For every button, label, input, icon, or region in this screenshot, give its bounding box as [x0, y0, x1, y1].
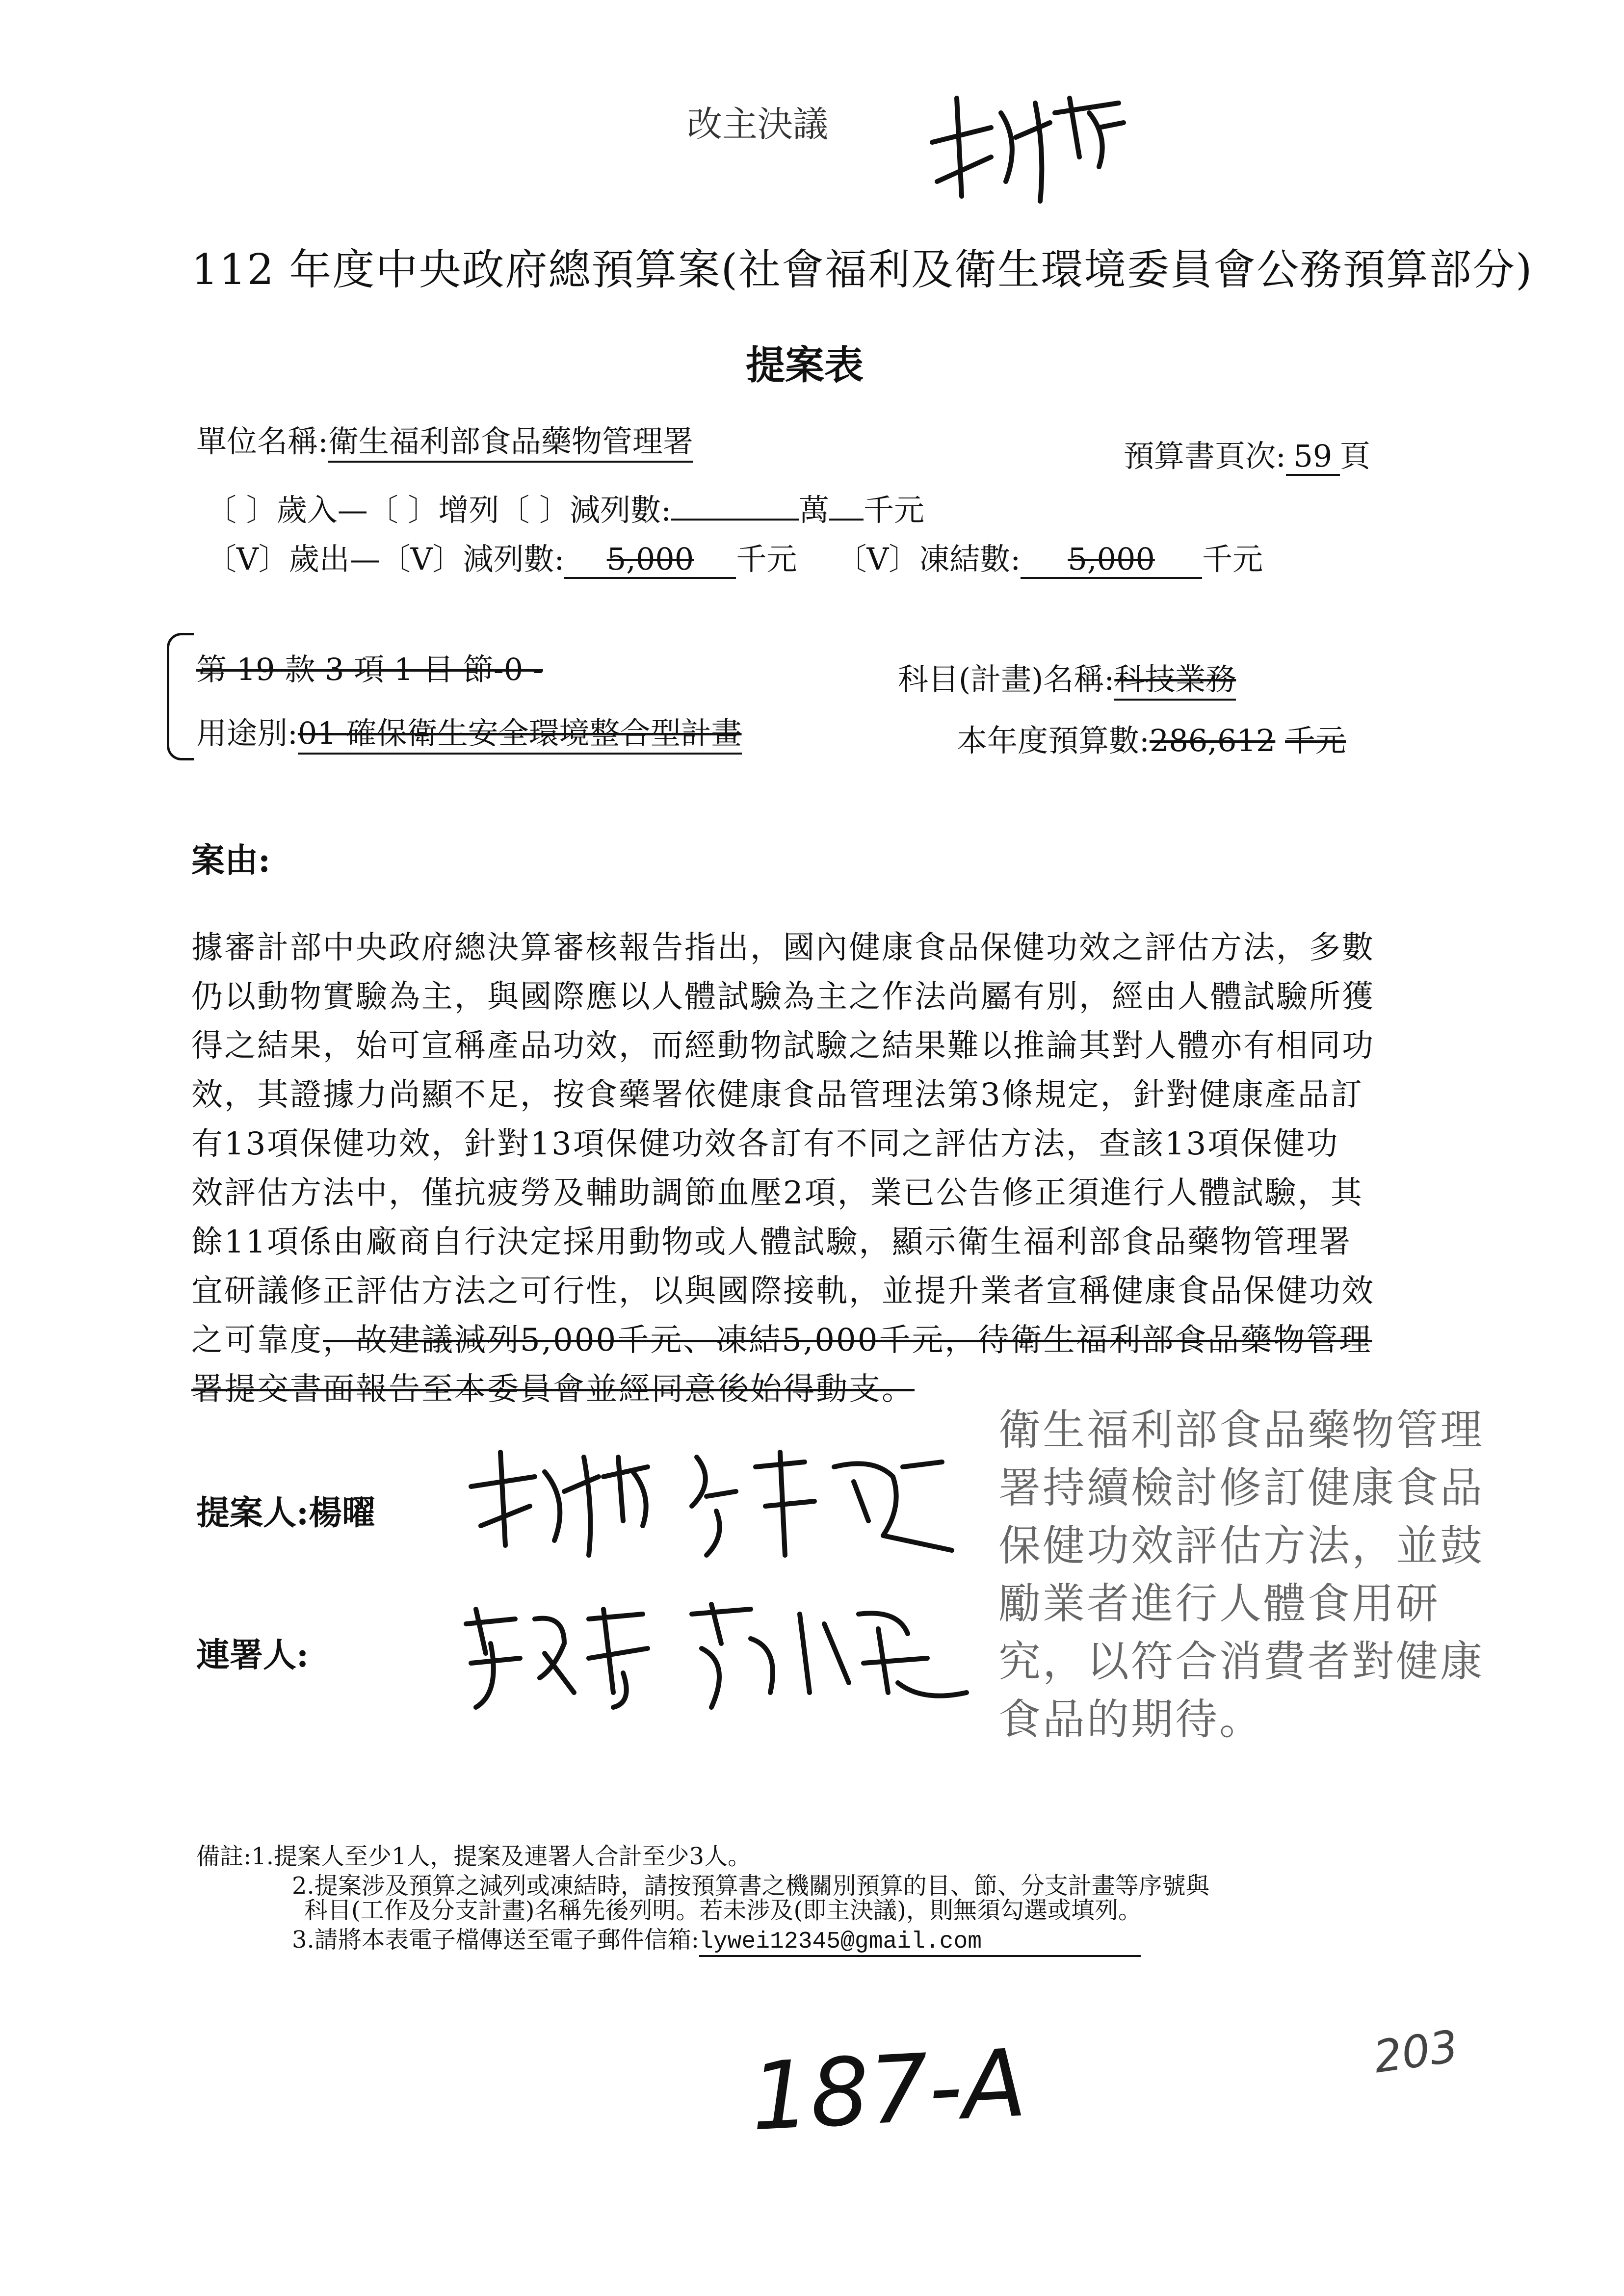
reason-line: 宜研議修正評估方法之可行性，以與國際接軌，並提升業者宣稱健康食品保健功效	[191, 1273, 1375, 1309]
expense-unit-a: 千元	[736, 541, 797, 577]
purpose-row	[196, 709, 742, 755]
amendment-line: 食品的期待。	[998, 1695, 1263, 1744]
revenue-blank-1	[671, 489, 799, 521]
reason-line: 效評估方法中，僅抗疲勞及輔助調節血壓2項，業已公告修正須進行人體試驗，其	[191, 1175, 1363, 1211]
unit-name-row	[196, 417, 693, 463]
amendment-line: 署持續檢討修訂健康食品	[998, 1463, 1484, 1513]
note-2a: 2.提案涉及預算之減列或凍結時，請按預算書之機關別預算的目、節、分支計畫等序號與	[292, 1872, 1209, 1900]
cosigner-signatures	[456, 1594, 976, 1717]
reason-struck-text: ，故建議減列5,000千元、凍結5,000千元，待衛生福利部食品藥物管理	[323, 1322, 1372, 1358]
revenue-blank-2	[829, 489, 864, 521]
subject-row	[898, 655, 1236, 701]
reason-label: 案由:	[191, 841, 271, 880]
budget-page-label: 預算書頁次:	[1124, 438, 1286, 474]
expense-line-prefix: 〔V〕歲出—〔V〕減列數:	[206, 541, 565, 577]
subject-label: 科目(計畫)名稱:	[898, 661, 1115, 697]
footer-document-number: 187-A	[748, 2029, 1029, 2152]
proposer-row	[196, 1487, 375, 1534]
footer-page-number: 203	[1370, 2020, 1462, 2084]
header-annotation: 改主決議	[687, 104, 829, 145]
reason-line: 有13項保健功效，針對13項保健功效各訂有不同之評估方法，查該13項保健功	[191, 1126, 1339, 1162]
unit-name-value: 衛生福利部食品藥物管理署	[328, 417, 693, 463]
page-subtitle: 提案表	[746, 342, 864, 388]
header-signature	[922, 83, 1128, 211]
reason-line: 據審計部中央政府總決算審核報告指出，國內健康食品保健功效之評估方法，多數	[191, 930, 1375, 966]
proposer-signatures	[461, 1437, 971, 1565]
contact-email: lywei12345@gmail.com	[699, 1929, 1141, 1957]
note-2b: 科目(工作及分支計畫)名稱先後列明。若未涉及(即主決議)，則無須勾選或填列。	[304, 1897, 1142, 1924]
subject-value: 科技業務	[1114, 655, 1236, 701]
revenue-line-text: 〔 〕歲入—〔 〕增列〔 〕減列數:	[206, 492, 672, 528]
note-1-row	[196, 1837, 752, 1870]
annual-budget-label: 本年度預算數:	[957, 723, 1150, 758]
proposer-name: 楊曜	[309, 1493, 376, 1533]
reason-struck-line: 署提交書面報告至本委員會並經同意後始得動支。	[191, 1371, 915, 1408]
cosigner-label: 連署人:	[196, 1636, 309, 1675]
annual-budget-unit: 千元	[1285, 723, 1346, 758]
notes-block	[196, 1837, 752, 1870]
section-code: 第 19 款 3 項 1 目 節-0 -	[196, 652, 543, 687]
section-code-row	[196, 645, 543, 689]
reason-line: 餘11項係由廠商自行決定採用動物或人體試驗，顯示衛生福利部食品藥物管理署	[191, 1224, 1352, 1260]
amendment-line: 衛生福利部食品藥物管理	[998, 1406, 1484, 1455]
annual-budget-row	[957, 716, 1346, 760]
section-bracket	[167, 633, 194, 760]
amendment-line: 保健功效評估方法，並鼓	[998, 1521, 1484, 1570]
notes-label: 備註:	[196, 1843, 252, 1870]
reason-body	[191, 922, 1375, 1413]
revenue-unit-2: 千元	[864, 492, 925, 528]
reason-line: 得之結果，始可宣稱產品功效，而經動物試驗之結果難以推論其對人體亦有相同功	[191, 1028, 1375, 1064]
proposer-label: 提案人:	[196, 1493, 309, 1533]
budget-page-value: 59	[1286, 438, 1340, 476]
unit-name-label: 單位名稱:	[196, 423, 328, 459]
purpose-label: 用途別:	[196, 715, 298, 751]
annual-budget-value: 286,612	[1149, 723, 1276, 758]
amendment-block	[998, 1396, 1484, 1743]
budget-page-suffix: 頁	[1339, 438, 1370, 474]
budget-page-row	[1124, 432, 1370, 476]
page-title: 112 年度中央政府總預算案(社會福利及衛生環境委員會公務預算部分)	[191, 245, 1533, 294]
freeze-amount: 5,000	[1021, 541, 1202, 579]
revenue-line	[206, 486, 924, 529]
freeze-label: 〔V〕凍結數:	[836, 541, 1021, 577]
purpose-value: 01 確保衛生安全環境整合型計畫	[298, 709, 742, 755]
reason-line-last	[191, 1315, 1375, 1364]
note-3-row	[292, 1921, 1141, 1957]
reason-line: 仍以動物實驗為主，與國際應以人體試驗為主之作法尚屬有別，經由人體試驗所獲	[191, 979, 1375, 1015]
expense-line	[206, 535, 1263, 579]
note-1: 1.提案人至少1人，提案及連署人合計至少3人。	[251, 1843, 752, 1870]
amendment-line: 究，以符合消費者對健康	[998, 1637, 1484, 1686]
reason-line: 效，其證據力尚顯不足，按食藥署依健康食品管理法第3條規定，針對健康產品訂	[191, 1077, 1363, 1113]
revenue-unit-1: 萬	[799, 492, 830, 528]
reason-last-plain: 之可靠度	[191, 1322, 323, 1358]
expense-unit-b: 千元	[1202, 541, 1263, 577]
note-3-label: 3.請將本表電子檔傳送至電子郵件信箱:	[292, 1926, 699, 1954]
reduce-amount: 5,000	[564, 541, 736, 579]
amendment-line: 勵業者進行人體食用研	[998, 1579, 1440, 1628]
